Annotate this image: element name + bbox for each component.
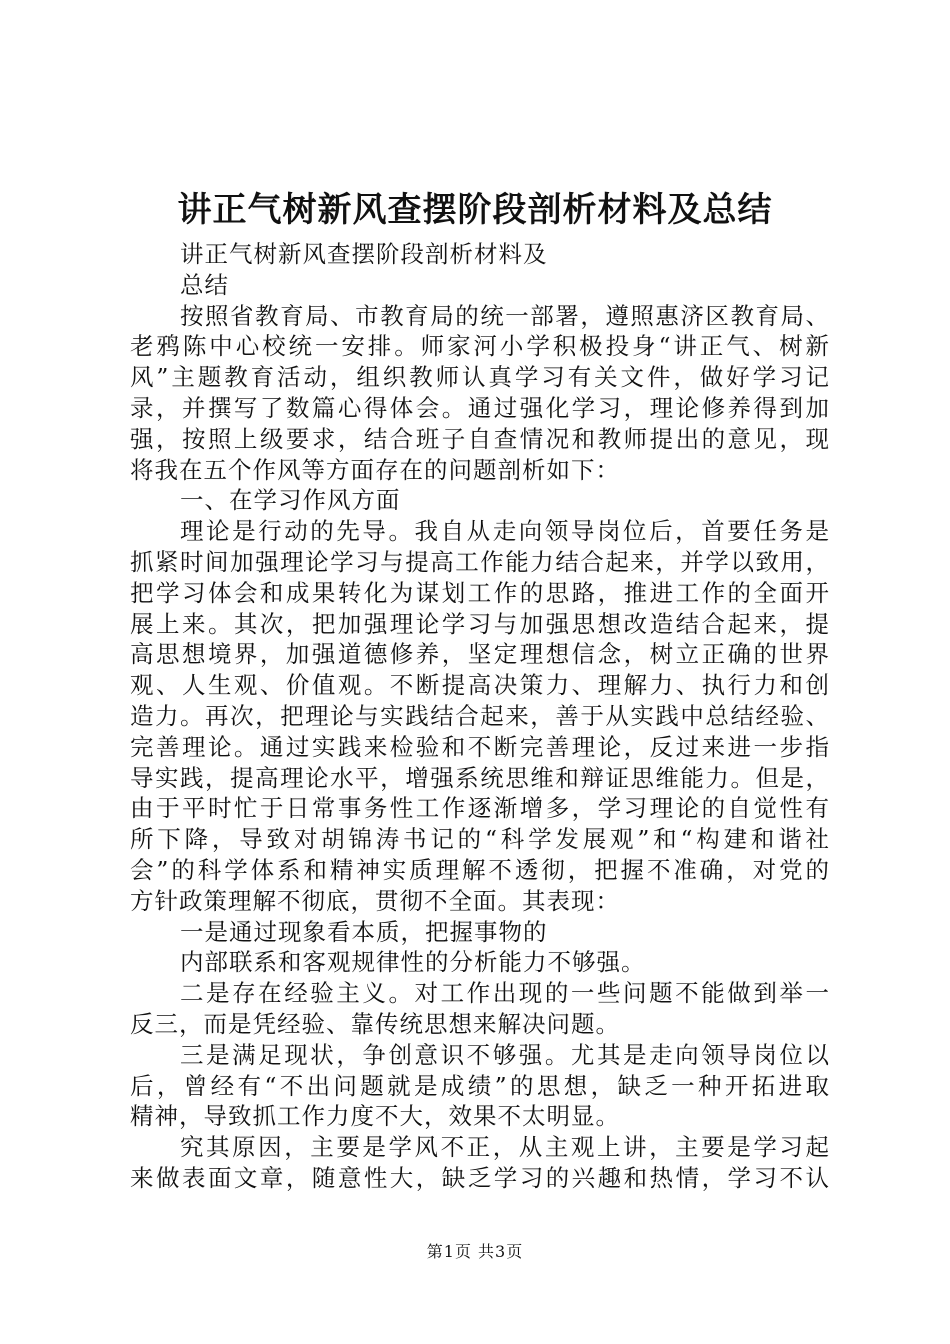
text-line: 三是满足现状，争创意识不够强。尤其是走向领导岗位以	[180, 1040, 830, 1069]
text-line: 内部联系和客观规律性的分析能力不够强。	[180, 948, 646, 977]
text-line: 按照省教育局、市教育局的统一部署，遵照惠济区教育局、	[180, 301, 830, 330]
text-line: 导实践，提高理论水平，增强系统思维和辩证思维能力。但是，	[130, 763, 830, 792]
text-line: 来做表面文章，随意性大，缺乏学习的兴趣和热情，学习不认	[130, 1163, 830, 1192]
text-line: 把学习体会和成果转化为谋划工作的思路，推进工作的全面开	[130, 578, 830, 607]
text-line: 会”的科学体系和精神实质理解不透彻，把握不准确，对党的	[130, 855, 830, 884]
text-line: 录，并撰写了数篇心得体会。通过强化学习，理论修养得到加	[130, 393, 830, 422]
page-footer: 第1页 共3页	[426, 1242, 524, 1261]
text-line: 由于平时忙于日常事务性工作逐渐增多，学习理论的自觉性有	[130, 794, 830, 823]
text-line: 二是存在经验主义。对工作出现的一些问题不能做到举一	[180, 979, 830, 1008]
text-line: 完善理论。通过实践来检验和不断完善理论，反过来进一步指	[130, 732, 830, 761]
text-line: 理论是行动的先导。我自从走向领导岗位后，首要任务是	[180, 517, 830, 546]
text-line: 后，曾经有“不出问题就是成绩”的思想，缺乏一种开拓进取	[130, 1071, 830, 1100]
text-line: 反三，而是凭经验、靠传统思想来解决问题。	[130, 1009, 620, 1038]
text-line: 一是通过现象看本质，把握事物的	[180, 917, 548, 946]
text-line: 展上来。其次，把加强理论学习与加强思想改造结合起来，提	[130, 609, 830, 638]
text-line: 一、在学习作风方面	[180, 486, 401, 515]
text-line: 高思想境界，加强道德修养，坚定理想信念，树立正确的世界	[130, 640, 830, 669]
text-line: 老鸦陈中心校统一安排。师家河小学积极投身“讲正气、树新	[130, 332, 830, 361]
text-line: 精神，导致抓工作力度不大，效果不太明显。	[130, 1102, 620, 1131]
text-line: 将我在五个作风等方面存在的问题剖析如下：	[130, 455, 620, 484]
text-line: 讲正气树新风查摆阶段剖析材料及	[180, 240, 548, 268]
text-line: 造力。再次，把理论与实践结合起来，善于从实践中总结经验、	[130, 701, 830, 730]
text-line: 观、人生观、价值观。不断提高决策力、理解力、执行力和创	[130, 671, 830, 700]
text-line: 抓紧时间加强理论学习与提高工作能力结合起来，并学以致用，	[130, 547, 830, 576]
text-line: 强，按照上级要求，结合班子自查情况和教师提出的意见，现	[130, 424, 830, 453]
document-body	[130, 239, 830, 1194]
text-line: 方针政策理解不彻底，贯彻不全面。其表现：	[130, 886, 620, 915]
text-line: 风”主题教育活动，组织教师认真学习有关文件，做好学习记	[130, 363, 830, 392]
text-line: 总结	[180, 270, 229, 299]
text-line: 究其原因，主要是学风不正，从主观上讲，主要是学习起	[180, 1133, 830, 1162]
document-title: 讲正气树新风查摆阶段剖析材料及总结	[177, 190, 773, 230]
text-line: 所下降，导致对胡锦涛书记的“科学发展观”和“构建和谐社	[130, 825, 830, 854]
